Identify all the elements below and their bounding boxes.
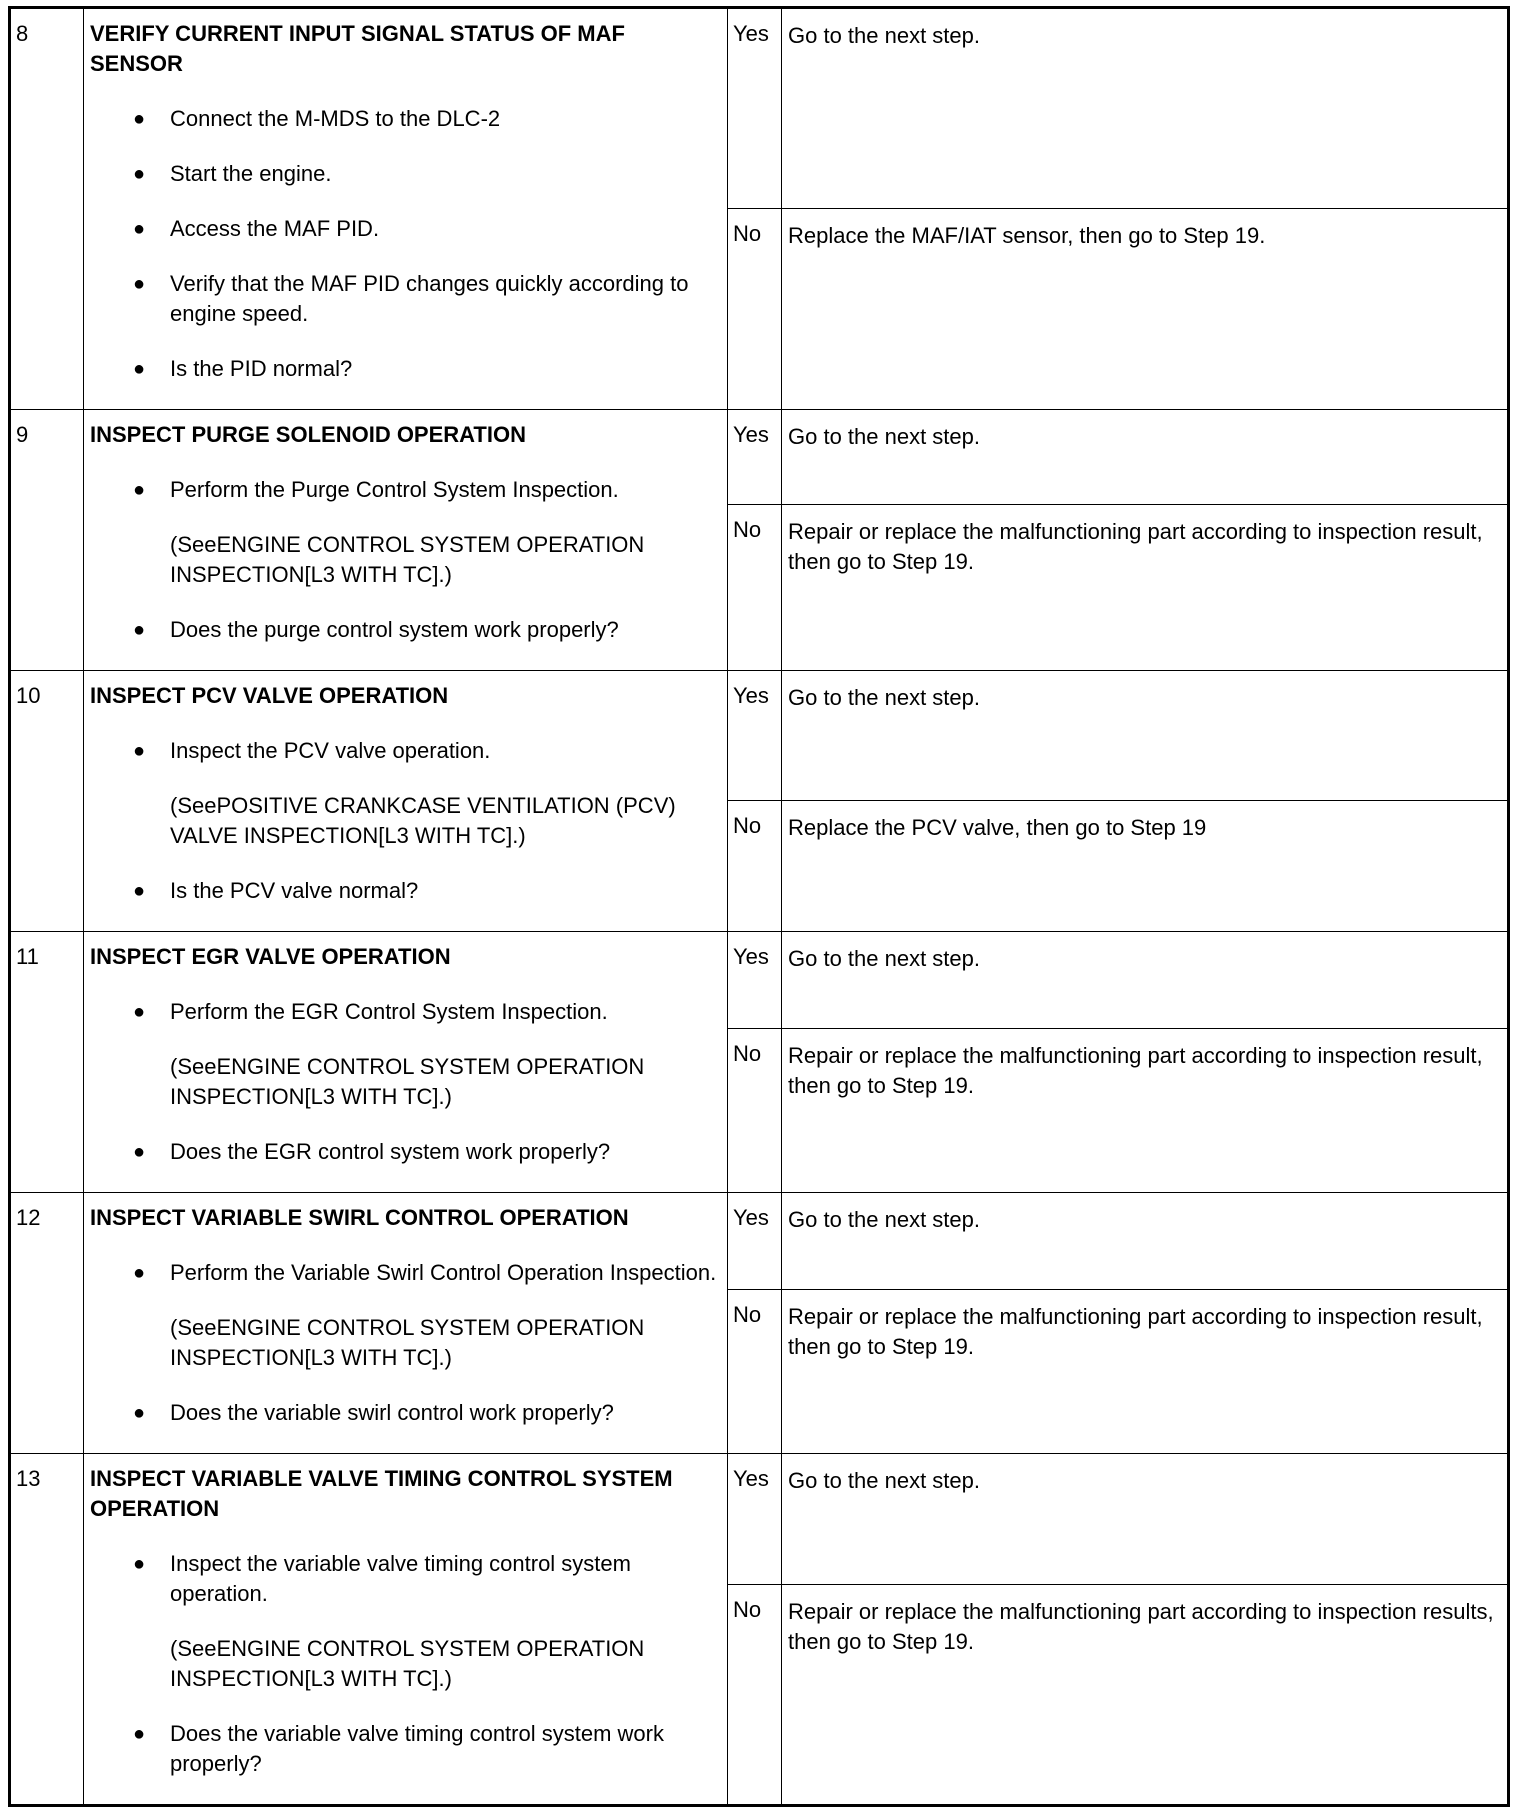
result-yes: Go to the next step. [782, 1193, 1509, 1290]
answer-yes: Yes [728, 932, 782, 1029]
result-yes: Go to the next step. [782, 932, 1509, 1029]
result-no: Replace the PCV valve, then go to Step 19 [782, 800, 1509, 931]
step-row-yes [10, 1193, 1509, 1290]
answer-no: No [728, 1289, 782, 1453]
step-row-yes [10, 932, 1509, 1029]
instruction-item: ● Perform the Variable Swirl Control Operation Inspection. [90, 1258, 719, 1288]
instruction-item: ● Start the engine. [90, 159, 719, 189]
instruction-item: ● Does the variable swirl control work properly? [90, 1398, 719, 1428]
instruction-item: ● Verify that the MAF PID changes quickly according to engine speed. [90, 269, 719, 329]
answer-yes: Yes [728, 8, 782, 209]
step-instructions [90, 475, 719, 645]
instruction-item: ● Inspect the variable valve timing control system operation. [90, 1549, 719, 1609]
step-action [84, 1193, 728, 1454]
answer-no: No [728, 1584, 782, 1805]
reference-note: (SeeENGINE CONTROL SYSTEM OPERATION INSPECTION[L3 WITH TC].) [170, 532, 645, 587]
instruction-item: ● Inspect the PCV valve operation. [90, 736, 719, 766]
result-no: Repair or replace the malfunctioning part according to inspection results, then go to Step 19. [782, 1584, 1509, 1805]
instruction-item: ● Is the PCV valve normal? [90, 876, 719, 906]
instruction-item: ● Is the PID normal? [90, 354, 719, 384]
step-number: 8 [10, 8, 84, 410]
answer-no: No [728, 800, 782, 931]
instruction-item: ● Access the MAF PID. [90, 214, 719, 244]
step-row-yes [10, 1454, 1509, 1585]
step-instructions [90, 104, 719, 384]
step-number: 10 [10, 671, 84, 932]
step-instructions [90, 736, 719, 906]
step-row-yes [10, 410, 1509, 505]
answer-no: No [728, 209, 782, 410]
step-instructions [90, 997, 719, 1167]
instruction-item: ● Connect the M-MDS to the DLC-2 [90, 104, 719, 134]
step-title: INSPECT PCV VALVE OPERATION [90, 683, 449, 708]
instruction-item: ● Does the EGR control system work properly? [90, 1137, 719, 1167]
result-yes: Go to the next step. [782, 1454, 1509, 1585]
step-action [84, 932, 728, 1193]
instruction-item: ● Does the purge control system work properly? [90, 615, 719, 645]
result-no: Replace the MAF/IAT sensor, then go to Step 19. [782, 209, 1509, 410]
step-row-yes [10, 8, 1509, 209]
step-row-yes [10, 671, 1509, 801]
step-action [84, 671, 728, 932]
step-title: INSPECT VARIABLE SWIRL CONTROL OPERATION [90, 1205, 629, 1230]
answer-yes: Yes [728, 410, 782, 505]
step-action [84, 8, 728, 410]
reference-note: (SeePOSITIVE CRANKCASE VENTILATION (PCV) VALVE INSPECTION[L3 WITH TC].) [170, 793, 676, 848]
step-number: 13 [10, 1454, 84, 1806]
step-title: VERIFY CURRENT INPUT SIGNAL STATUS OF MAF SENSOR [90, 21, 625, 76]
step-number: 9 [10, 410, 84, 671]
step-title: INSPECT EGR VALVE OPERATION [90, 944, 451, 969]
step-action [84, 1454, 728, 1806]
step-number: 11 [10, 932, 84, 1193]
reference-note: (SeeENGINE CONTROL SYSTEM OPERATION INSPECTION[L3 WITH TC].) [170, 1054, 645, 1109]
step-action [84, 410, 728, 671]
result-no: Repair or replace the malfunctioning part according to inspection result, then go to Step 19. [782, 505, 1509, 671]
step-instructions [90, 1258, 719, 1428]
result-yes: Go to the next step. [782, 671, 1509, 801]
result-no: Repair or replace the malfunctioning part according to inspection result, then go to Step 19. [782, 1028, 1509, 1192]
reference-note: (SeeENGINE CONTROL SYSTEM OPERATION INSPECTION[L3 WITH TC].) [170, 1636, 645, 1691]
answer-yes: Yes [728, 1193, 782, 1290]
answer-no: No [728, 1028, 782, 1192]
answer-yes: Yes [728, 671, 782, 801]
answer-yes: Yes [728, 1454, 782, 1585]
result-no: Repair or replace the malfunctioning part according to inspection result, then go to Step 19. [782, 1289, 1509, 1453]
instruction-item: ● Perform the EGR Control System Inspection. [90, 997, 719, 1027]
step-title: INSPECT PURGE SOLENOID OPERATION [90, 422, 526, 447]
diagnostic-table-body [10, 8, 1509, 1806]
step-number: 12 [10, 1193, 84, 1454]
diagnostic-procedure-table [8, 6, 1510, 1807]
result-yes: Go to the next step. [782, 8, 1509, 209]
step-title: INSPECT VARIABLE VALVE TIMING CONTROL SYSTEM OPERATION [90, 1466, 673, 1521]
instruction-item: ● Perform the Purge Control System Inspection. [90, 475, 719, 505]
reference-note: (SeeENGINE CONTROL SYSTEM OPERATION INSPECTION[L3 WITH TC].) [170, 1315, 645, 1370]
step-instructions [90, 1549, 719, 1779]
result-yes: Go to the next step. [782, 410, 1509, 505]
answer-no: No [728, 505, 782, 671]
instruction-item: ● Does the variable valve timing control system work properly? [90, 1719, 719, 1779]
